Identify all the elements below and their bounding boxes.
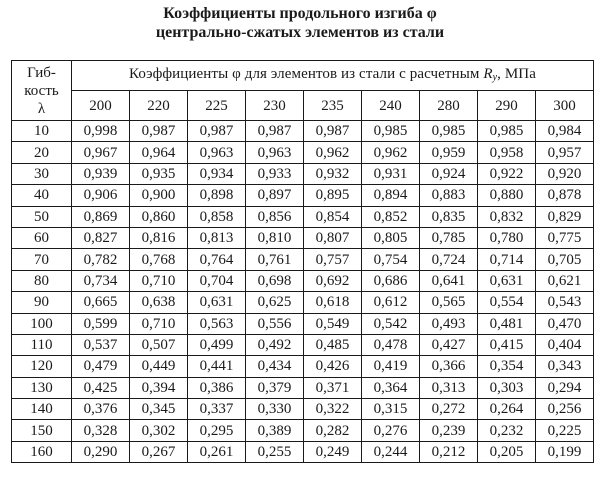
coefficient-cell: 0,364 xyxy=(362,377,420,398)
coefficient-cell: 0,315 xyxy=(362,399,420,420)
title-line-1: Коэффициенты продольного изгиба φ xyxy=(163,5,437,22)
slenderness-cell: 140 xyxy=(12,399,72,420)
coefficient-cell: 0,933 xyxy=(246,163,304,184)
coefficient-cell: 0,785 xyxy=(420,227,478,248)
coefficient-cell: 0,805 xyxy=(362,227,420,248)
coefficient-cell: 0,261 xyxy=(188,441,246,462)
slenderness-header-line-2: кость xyxy=(24,82,59,99)
coefficient-cell: 0,754 xyxy=(362,249,420,270)
coefficient-cell: 0,761 xyxy=(246,249,304,270)
coefficient-cell: 0,272 xyxy=(420,399,478,420)
coefficient-cell: 0,313 xyxy=(420,377,478,398)
slenderness-cell: 60 xyxy=(12,227,72,248)
slenderness-cell: 160 xyxy=(12,441,72,462)
coefficient-cell: 0,810 xyxy=(246,227,304,248)
coefficient-cell: 0,734 xyxy=(72,270,130,291)
coefficient-cell: 0,878 xyxy=(536,185,594,206)
coefficient-cell: 0,987 xyxy=(130,121,188,142)
slenderness-cell: 80 xyxy=(12,270,72,291)
coefficient-cell: 0,710 xyxy=(130,270,188,291)
coefficient-cell: 0,714 xyxy=(478,249,536,270)
coefficient-cell: 0,692 xyxy=(304,270,362,291)
coefficient-cell: 0,625 xyxy=(246,292,304,313)
coefficient-cell: 0,710 xyxy=(130,313,188,334)
coefficient-cell: 0,290 xyxy=(72,441,130,462)
document-title xyxy=(0,4,600,42)
coefficient-cell: 0,232 xyxy=(478,420,536,441)
coefficient-cell: 0,934 xyxy=(188,163,246,184)
title-line-2: центрально-сжатых элементов из стали xyxy=(155,24,445,41)
coefficient-cell: 0,328 xyxy=(72,420,130,441)
slenderness-cell: 30 xyxy=(12,163,72,184)
coefficient-cell: 0,404 xyxy=(536,334,594,355)
coefficient-cell: 0,255 xyxy=(246,441,304,462)
coefficient-cell: 0,985 xyxy=(478,121,536,142)
coefficient-cell: 0,470 xyxy=(536,313,594,334)
coefficient-cell: 0,641 xyxy=(420,270,478,291)
coefficient-cell: 0,985 xyxy=(362,121,420,142)
coefficient-cell: 0,549 xyxy=(304,313,362,334)
coefficient-cell: 0,345 xyxy=(130,399,188,420)
coefficient-cell: 0,775 xyxy=(536,227,594,248)
coefficient-cell: 0,499 xyxy=(188,334,246,355)
coefficient-cell: 0,631 xyxy=(478,270,536,291)
coefficient-cell: 0,366 xyxy=(420,356,478,377)
coefficient-cell: 0,984 xyxy=(536,121,594,142)
coefficient-cell: 0,665 xyxy=(72,292,130,313)
coefficient-cell: 0,958 xyxy=(478,142,536,163)
slenderness-cell: 130 xyxy=(12,377,72,398)
table-row xyxy=(12,142,594,163)
coefficient-cell: 0,249 xyxy=(304,441,362,462)
span-header-sub: y xyxy=(492,71,498,83)
coefficient-cell: 0,895 xyxy=(304,185,362,206)
coefficient-cell: 0,883 xyxy=(420,185,478,206)
slenderness-cell: 40 xyxy=(12,185,72,206)
span-header-prefix: Коэффициенты φ для элементов из стали с расчетным xyxy=(129,65,484,82)
coefficient-cell: 0,705 xyxy=(536,249,594,270)
coefficient-cell: 0,479 xyxy=(72,356,130,377)
column-header-240: 240 xyxy=(362,91,420,121)
coefficient-cell: 0,959 xyxy=(420,142,478,163)
coefficient-cell: 0,835 xyxy=(420,206,478,227)
coefficient-cell: 0,858 xyxy=(188,206,246,227)
table-row xyxy=(12,270,594,291)
table-header xyxy=(12,61,594,121)
coefficient-cell: 0,419 xyxy=(362,356,420,377)
coefficient-cell: 0,963 xyxy=(188,142,246,163)
slenderness-header-symbol: λ xyxy=(37,100,46,117)
table-row xyxy=(12,356,594,377)
coefficient-cell: 0,987 xyxy=(304,121,362,142)
column-header-225: 225 xyxy=(188,91,246,121)
coefficient-cell: 0,621 xyxy=(536,270,594,291)
coefficient-cell: 0,832 xyxy=(478,206,536,227)
slenderness-header xyxy=(12,61,72,121)
table-row xyxy=(12,292,594,313)
coefficient-cell: 0,205 xyxy=(478,441,536,462)
coefficient-cell: 0,860 xyxy=(130,206,188,227)
coefficient-cell: 0,394 xyxy=(130,377,188,398)
coefficient-cell: 0,481 xyxy=(478,313,536,334)
coefficient-cell: 0,543 xyxy=(536,292,594,313)
table-row xyxy=(12,227,594,248)
table-row xyxy=(12,399,594,420)
coefficient-cell: 0,780 xyxy=(478,227,536,248)
coefficient-cell: 0,343 xyxy=(536,356,594,377)
coefficient-cell: 0,880 xyxy=(478,185,536,206)
coefficient-cell: 0,434 xyxy=(246,356,304,377)
coefficient-cell: 0,618 xyxy=(304,292,362,313)
coefficient-cell: 0,337 xyxy=(188,399,246,420)
coefficient-cell: 0,998 xyxy=(72,121,130,142)
coefficient-cell: 0,386 xyxy=(188,377,246,398)
coefficient-cell: 0,244 xyxy=(362,441,420,462)
coefficient-cell: 0,322 xyxy=(304,399,362,420)
coefficient-cell: 0,427 xyxy=(420,334,478,355)
table-row xyxy=(12,313,594,334)
slenderness-cell: 70 xyxy=(12,249,72,270)
coefficient-cell: 0,962 xyxy=(362,142,420,163)
coefficient-cell: 0,894 xyxy=(362,185,420,206)
coefficient-cell: 0,906 xyxy=(72,185,130,206)
coefficient-cell: 0,698 xyxy=(246,270,304,291)
coefficient-cell: 0,827 xyxy=(72,227,130,248)
coefficient-cell: 0,565 xyxy=(420,292,478,313)
column-header-220: 220 xyxy=(130,91,188,121)
coefficient-cell: 0,599 xyxy=(72,313,130,334)
table-body xyxy=(12,121,594,463)
coefficient-cell: 0,962 xyxy=(304,142,362,163)
coefficient-cell: 0,376 xyxy=(72,399,130,420)
coefficient-cell: 0,295 xyxy=(188,420,246,441)
table-row xyxy=(12,185,594,206)
coefficient-cell: 0,302 xyxy=(130,420,188,441)
coefficient-cell: 0,957 xyxy=(536,142,594,163)
coefficient-cell: 0,415 xyxy=(478,334,536,355)
coefficient-cell: 0,554 xyxy=(478,292,536,313)
coefficient-cell: 0,276 xyxy=(362,420,420,441)
coefficient-cell: 0,493 xyxy=(420,313,478,334)
coefficients-span-header xyxy=(72,61,594,91)
coefficient-cell: 0,267 xyxy=(130,441,188,462)
coefficient-cell: 0,330 xyxy=(246,399,304,420)
slenderness-cell: 110 xyxy=(12,334,72,355)
coefficient-cell: 0,282 xyxy=(304,420,362,441)
column-header-290: 290 xyxy=(478,91,536,121)
coefficient-cell: 0,425 xyxy=(72,377,130,398)
coefficient-cell: 0,371 xyxy=(304,377,362,398)
coefficient-cell: 0,931 xyxy=(362,163,420,184)
coefficient-cell: 0,638 xyxy=(130,292,188,313)
coefficient-cell: 0,556 xyxy=(246,313,304,334)
coefficient-cell: 0,686 xyxy=(362,270,420,291)
table-row xyxy=(12,121,594,142)
coefficient-cell: 0,764 xyxy=(188,249,246,270)
coefficient-cell: 0,768 xyxy=(130,249,188,270)
coefficient-cell: 0,869 xyxy=(72,206,130,227)
table-row xyxy=(12,249,594,270)
coefficient-cell: 0,294 xyxy=(536,377,594,398)
coefficient-cell: 0,782 xyxy=(72,249,130,270)
coefficient-cell: 0,852 xyxy=(362,206,420,227)
coefficient-cell: 0,631 xyxy=(188,292,246,313)
coefficient-cell: 0,492 xyxy=(246,334,304,355)
column-header-300: 300 xyxy=(536,91,594,121)
table-row xyxy=(12,420,594,441)
table-row xyxy=(12,206,594,227)
coefficient-cell: 0,922 xyxy=(478,163,536,184)
slenderness-cell: 10 xyxy=(12,121,72,142)
coefficient-cell: 0,985 xyxy=(420,121,478,142)
table-row xyxy=(12,334,594,355)
slenderness-header-line-1: Гиб- xyxy=(27,64,56,81)
buckling-coefficients-table xyxy=(11,60,594,463)
coefficient-cell: 0,939 xyxy=(72,163,130,184)
coefficient-cell: 0,704 xyxy=(188,270,246,291)
slenderness-cell: 100 xyxy=(12,313,72,334)
coefficient-cell: 0,920 xyxy=(536,163,594,184)
coefficient-cell: 0,854 xyxy=(304,206,362,227)
coefficient-cell: 0,987 xyxy=(246,121,304,142)
coefficient-cell: 0,612 xyxy=(362,292,420,313)
table-row xyxy=(12,377,594,398)
coefficient-cell: 0,724 xyxy=(420,249,478,270)
coefficient-cell: 0,256 xyxy=(536,399,594,420)
slenderness-cell: 90 xyxy=(12,292,72,313)
coefficient-cell: 0,303 xyxy=(478,377,536,398)
coefficient-cell: 0,389 xyxy=(246,420,304,441)
coefficient-cell: 0,932 xyxy=(304,163,362,184)
coefficient-cell: 0,897 xyxy=(246,185,304,206)
coefficient-cell: 0,900 xyxy=(130,185,188,206)
coefficient-cell: 0,537 xyxy=(72,334,130,355)
coefficient-cell: 0,935 xyxy=(130,163,188,184)
slenderness-cell: 150 xyxy=(12,420,72,441)
coefficient-cell: 0,963 xyxy=(246,142,304,163)
coefficient-cell: 0,757 xyxy=(304,249,362,270)
column-header-235: 235 xyxy=(304,91,362,121)
coefficient-cell: 0,542 xyxy=(362,313,420,334)
coefficient-cell: 0,813 xyxy=(188,227,246,248)
coefficient-cell: 0,478 xyxy=(362,334,420,355)
column-header-row xyxy=(12,91,594,121)
coefficient-cell: 0,199 xyxy=(536,441,594,462)
coefficient-cell: 0,987 xyxy=(188,121,246,142)
slenderness-cell: 120 xyxy=(12,356,72,377)
coefficient-cell: 0,449 xyxy=(130,356,188,377)
coefficient-cell: 0,967 xyxy=(72,142,130,163)
coefficient-cell: 0,225 xyxy=(536,420,594,441)
coefficient-cell: 0,264 xyxy=(478,399,536,420)
column-header-230: 230 xyxy=(246,91,304,121)
coefficient-cell: 0,964 xyxy=(130,142,188,163)
span-header-var: R xyxy=(483,65,493,82)
coefficient-cell: 0,441 xyxy=(188,356,246,377)
table-row xyxy=(12,441,594,462)
coefficient-cell: 0,239 xyxy=(420,420,478,441)
coefficient-cell: 0,856 xyxy=(246,206,304,227)
column-header-280: 280 xyxy=(420,91,478,121)
coefficient-cell: 0,563 xyxy=(188,313,246,334)
column-header-200: 200 xyxy=(72,91,130,121)
coefficient-cell: 0,485 xyxy=(304,334,362,355)
slenderness-cell: 50 xyxy=(12,206,72,227)
coefficient-cell: 0,807 xyxy=(304,227,362,248)
coefficient-cell: 0,829 xyxy=(536,206,594,227)
coefficient-cell: 0,354 xyxy=(478,356,536,377)
coefficient-cell: 0,426 xyxy=(304,356,362,377)
coefficient-cell: 0,507 xyxy=(130,334,188,355)
coefficient-cell: 0,816 xyxy=(130,227,188,248)
slenderness-cell: 20 xyxy=(12,142,72,163)
span-header-suffix: , МПа xyxy=(497,65,536,82)
coefficient-cell: 0,898 xyxy=(188,185,246,206)
coefficient-cell: 0,924 xyxy=(420,163,478,184)
coefficient-cell: 0,379 xyxy=(246,377,304,398)
coefficient-cell: 0,212 xyxy=(420,441,478,462)
table-row xyxy=(12,163,594,184)
